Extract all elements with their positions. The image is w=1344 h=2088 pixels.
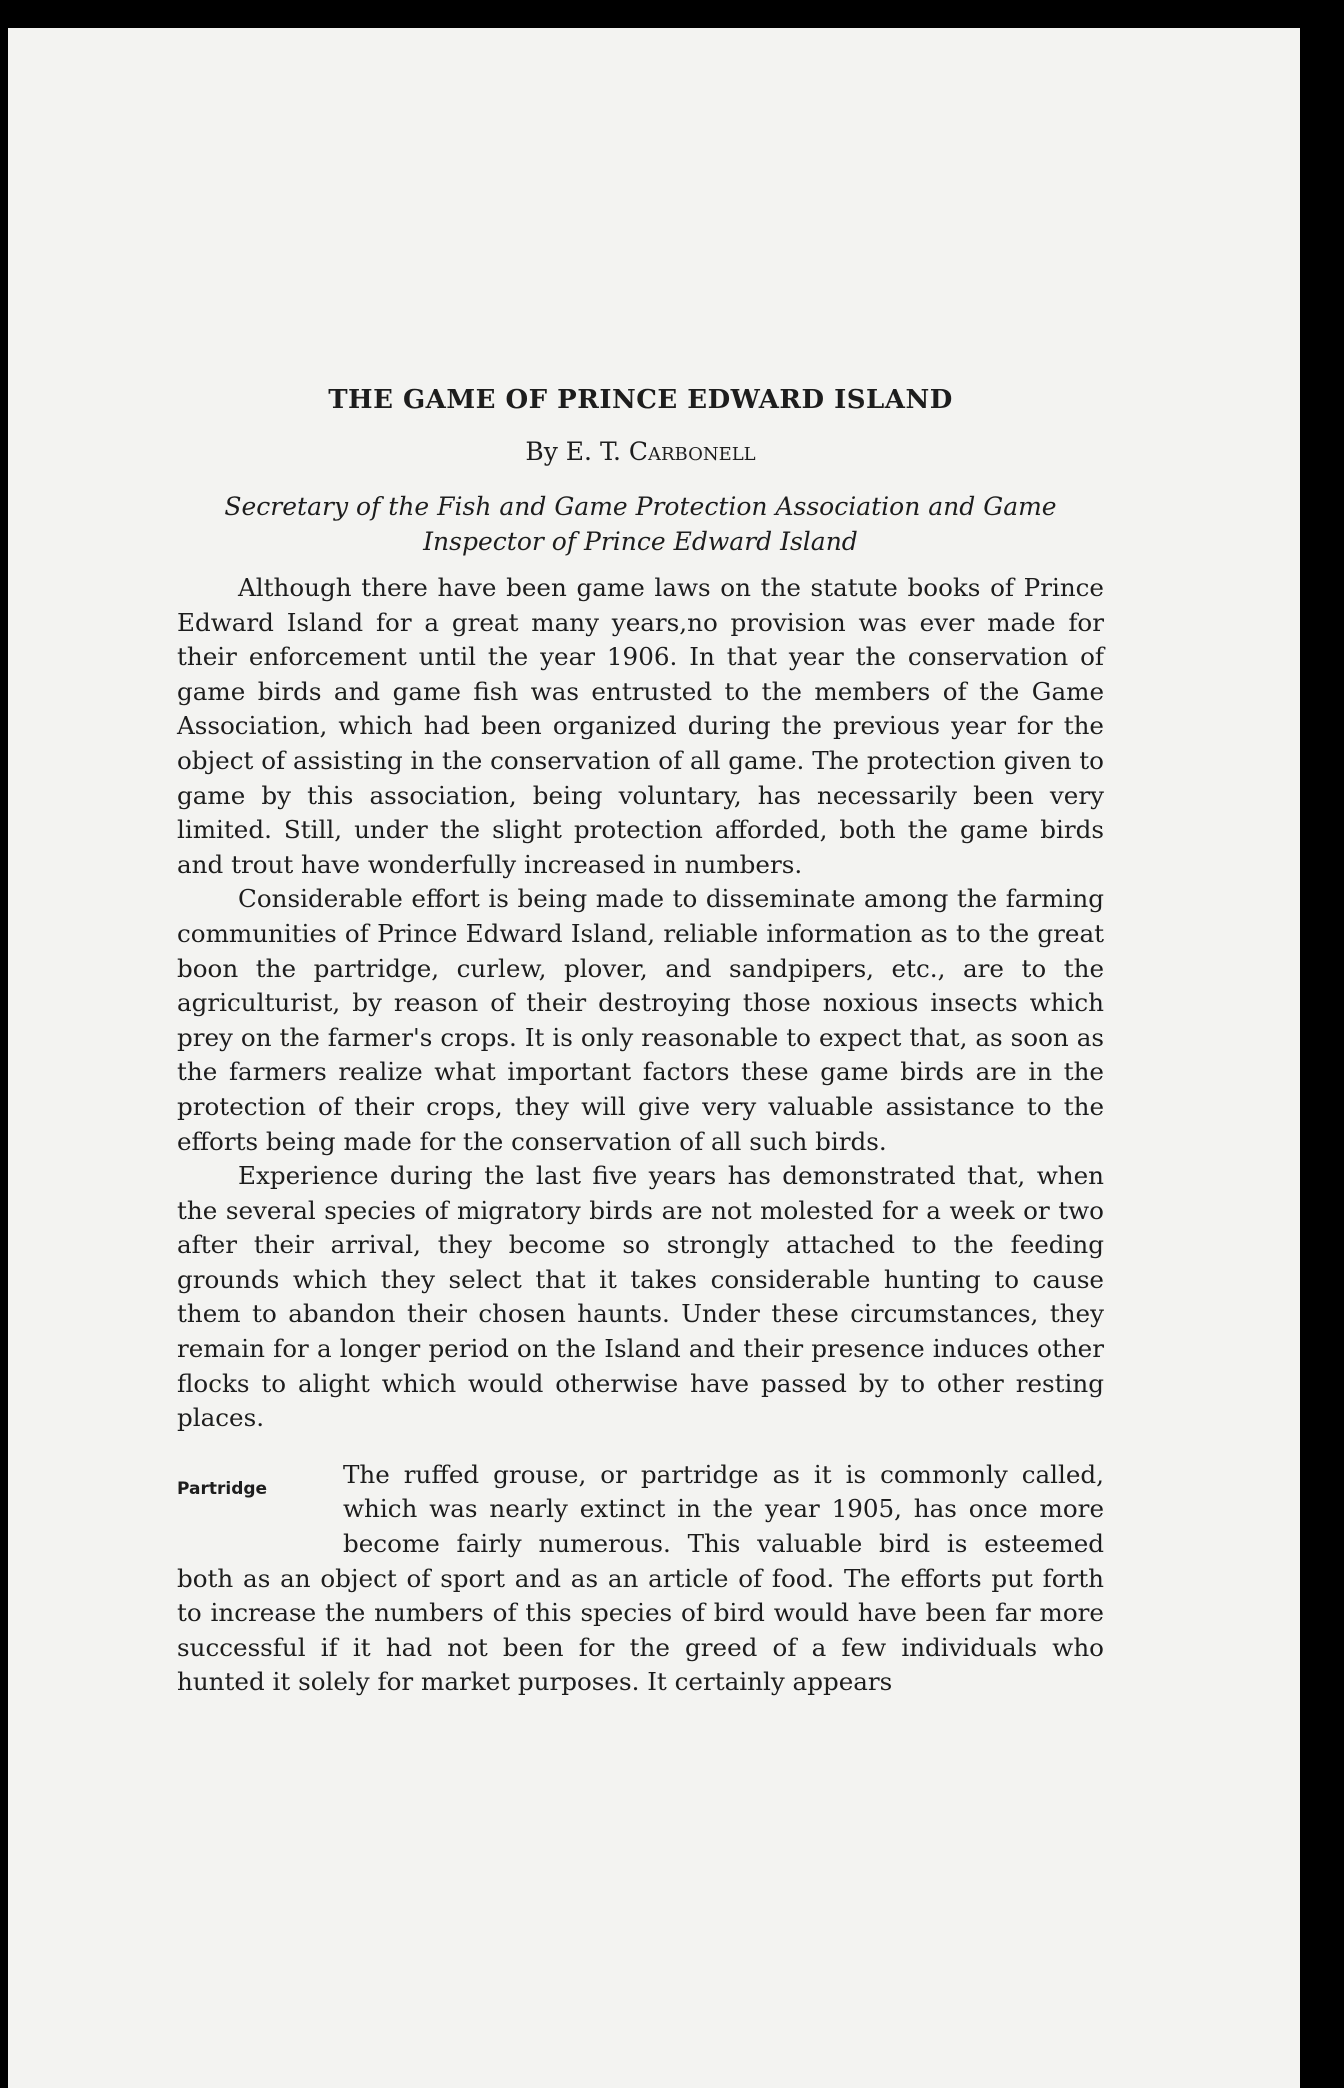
author-prefix: By (525, 437, 566, 466)
section-heading: Partridge (177, 1478, 268, 1499)
author-name: E. T. Carbonell (565, 437, 756, 466)
paragraph-1: Although there have been game laws on the statute books of Prince Edward Island for a great many years,no provision was ever made for their enforcement until the year 1906. In that year the conservation of game birds and game fish was entrusted to the members of the Game Association, which had been organized during the previous year for the object of assisting in the conservation of all game. The protection given to game by this association, being voluntary, has necessarily been very limited. Still, under the slight protection afforded, both the game birds and trout have wonderfully increased in numbers. (177, 573, 1104, 879)
section-paragraph: The ruffed grouse, or partridge as it is commonly called, which was nearly extinct in the year 1905, has once more become fairly numerous. This valuable bird is esteemed both as an object of sport and as an article of food. The efforts put forth to increase the numbers of this species of bird would have been far more successful if it had not been for the greed of a few individuals who hunted it solely for market purposes. It certainly appears (177, 1459, 1104, 1697)
author-line (177, 435, 1104, 469)
author-affiliation: Secretary of the Fish and Game Protection Association and Game Inspector of Prince Edward Island (224, 492, 1057, 556)
paragraph-3: Experience during the last five years has demonstrated that, when the several species of migratory birds are not molested for a week or two after their arrival, they become so strongly attached to the feeding grounds which they select that it takes considerable hunting to cause them to abandon their chosen haunts. Under these circumstances, they remain for a longer period on the Island and their presence induces other flocks to alight which would otherwise have passed by to other resting places. (177, 1161, 1104, 1433)
page (8, 28, 1300, 2088)
paragraph-2: Considerable effort is being made to disseminate among the farming communities of Prince Edward Island, reliable information as to the great boon the partridge, curlew, plover, and sandpipers, etc., are to the agriculturist, by reason of their destroying those noxious insects which prey on the farmer's crops. It is only reasonable to expect that, as soon as the farmers realize what important factors these game birds are in the protection of their crops, they will give very valuable assistance to the efforts being made for the conservation of all such birds. (177, 884, 1104, 1156)
section-partridge (177, 1458, 1104, 1700)
article-title: THE GAME OF PRINCE EDWARD ISLAND (328, 385, 953, 415)
article (177, 383, 1104, 1700)
